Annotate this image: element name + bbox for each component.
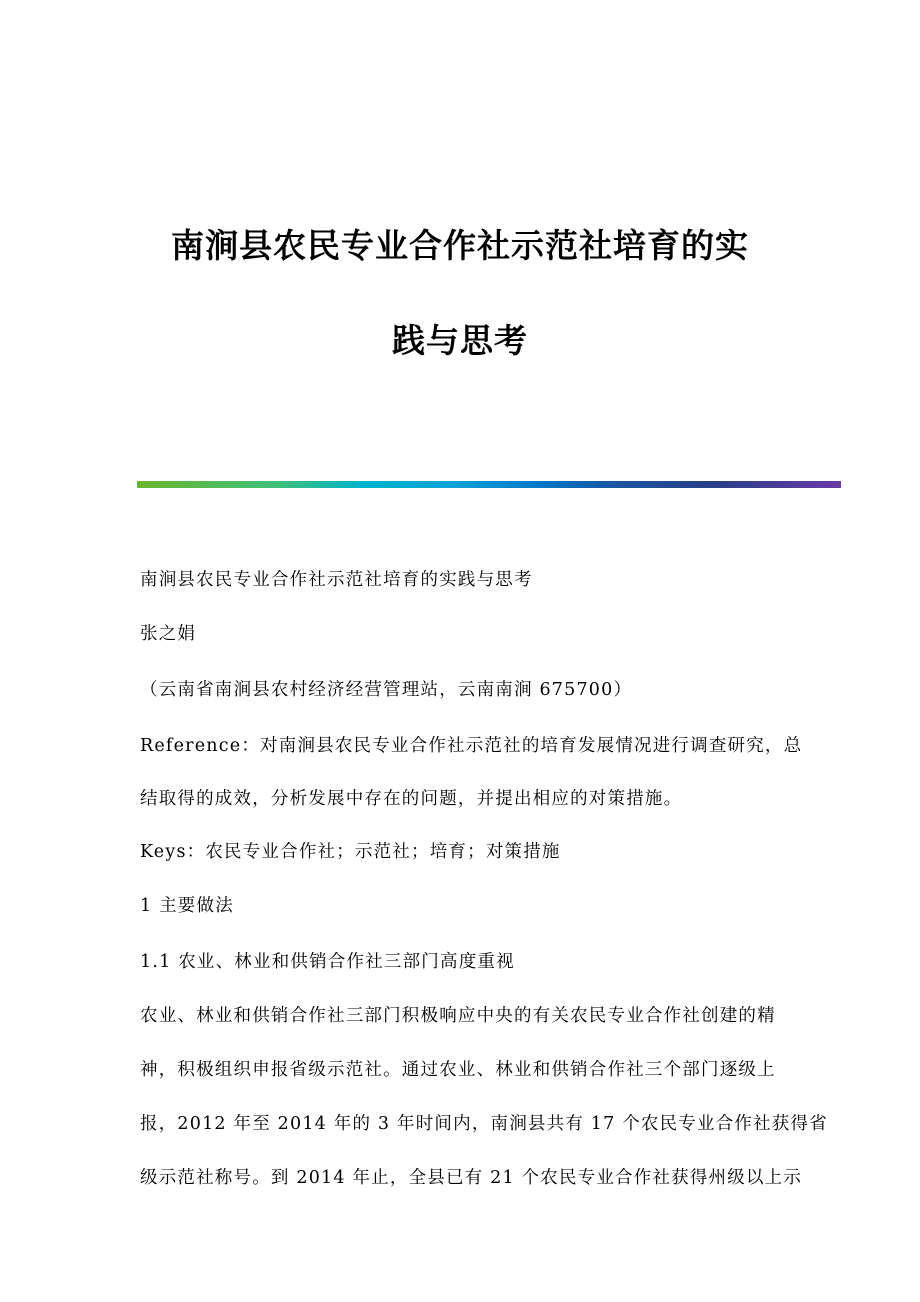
paragraph-line: 神，积极组织申报省级示范社。通过农业、林业和供销合作社三个部门逐级上 (140, 1060, 776, 1080)
subsection-heading: 1.1 农业、林业和供销合作社三部门高度重视 (140, 952, 515, 972)
title-divider-gradient (137, 481, 841, 488)
keywords: Keys：农民专业合作社；示范社；培育；对策措施 (140, 842, 561, 862)
reference-line: 结取得的成效，分析发展中存在的问题，并提出相应的对策措施。 (140, 789, 683, 809)
subtitle: 南涧县农民专业合作社示范社培育的实践与思考 (140, 570, 533, 590)
affiliation: （云南省南涧县农村经济经营管理站，云南南涧 675700） (140, 680, 633, 700)
paragraph-line: 农业、林业和供销合作社三部门积极响应中央的有关农民专业合作社创建的精 (140, 1006, 776, 1026)
reference-line: Reference：对南涧县农民专业合作社示范社的培育发展情况进行调查研究，总 (140, 736, 803, 756)
paragraph-line: 报，2012 年至 2014 年的 3 年时间内，南涧县共有 17 个农民专业合作社获得省 (140, 1114, 828, 1134)
paragraph-line: 级示范社称号。到 2014 年止，全县已有 21 个农民专业合作社获得州级以上示 (140, 1168, 803, 1188)
document-title-line-1: 南涧县农民专业合作社示范社培育的实 (171, 226, 749, 265)
section-heading: 1 主要做法 (140, 896, 234, 916)
document-title-line-2: 践与思考 (392, 321, 528, 360)
author: 张之娟 (140, 624, 197, 644)
